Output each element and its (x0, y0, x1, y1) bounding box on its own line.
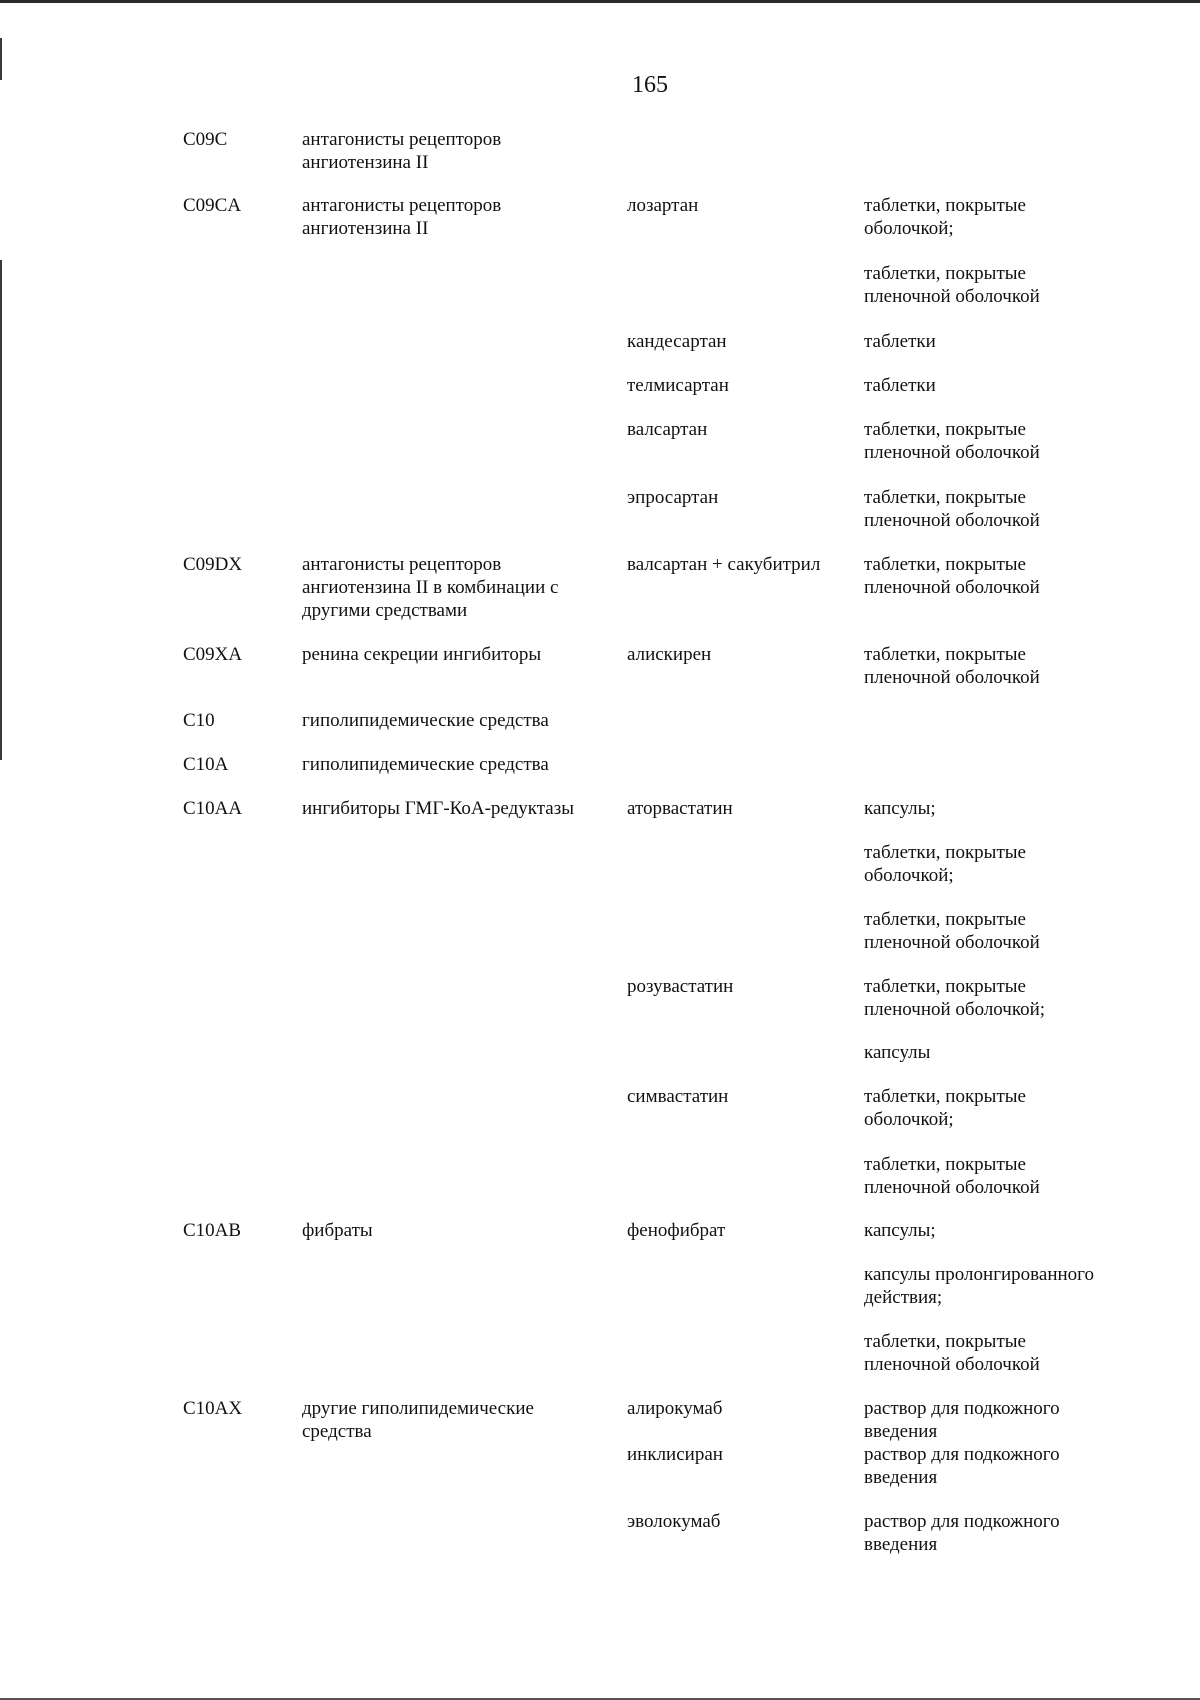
pharm-group: фибраты (302, 1220, 373, 1241)
dosage-form: таблетки, покрытые пленочной оболочкой (864, 909, 1040, 953)
atc-code: C09C (183, 129, 228, 150)
dosage-form: таблетки, покрытые пленочной оболочкой (864, 263, 1040, 307)
dosage-form: таблетки, покрытые оболочкой; (864, 1086, 1026, 1130)
dosage-form: таблетки, покрытые пленочной оболочкой (864, 1331, 1040, 1375)
dosage-form: капсулы; (864, 1220, 936, 1241)
atc-code: C10AA (183, 798, 243, 819)
drug-name: розувастатин (627, 976, 734, 997)
dosage-form: раствор для подкожного введения (864, 1444, 1060, 1488)
drug-name: фенофибрат (627, 1220, 726, 1241)
dosage-form: таблетки, покрытые пленочной оболочкой (864, 419, 1040, 463)
pharm-group: антагонисты рецепторов ангиотензина II (302, 129, 502, 173)
dosage-form: капсулы (864, 1042, 931, 1063)
atc-code: C10AX (183, 1398, 243, 1419)
pharm-group: антагонисты рецепторов ангиотензина II в комбинации с другими средствами (302, 554, 559, 621)
atc-code: C10AB (183, 1220, 242, 1241)
atc-code: C09DX (183, 554, 243, 575)
pharm-group: ингибиторы ГМГ-КоА-редуктазы (302, 798, 574, 819)
atc-code: C09CA (183, 195, 242, 216)
dosage-form: капсулы пролонгированного действия; (864, 1264, 1094, 1308)
drug-name: инклисиран (627, 1444, 723, 1465)
drug-name: эволокумаб (627, 1511, 721, 1532)
page-number: 165 (632, 72, 668, 98)
scan-edge-top (0, 0, 1200, 3)
drug-name: телмисартан (627, 375, 729, 396)
pharm-group: антагонисты рецепторов ангиотензина II (302, 195, 502, 239)
dosage-form: таблетки, покрытые пленочной оболочкой (864, 1154, 1040, 1198)
dosage-form: раствор для подкожного введения (864, 1511, 1060, 1555)
drug-name: валсартан (627, 419, 708, 440)
pharm-group: гиполипидемические средства (302, 710, 549, 731)
drug-name: аторвастатин (627, 798, 733, 819)
drug-name: алискирен (627, 644, 712, 665)
dosage-form: капсулы; (864, 798, 936, 819)
pharm-group: ренина секреции ингибиторы (302, 644, 542, 665)
dosage-form: раствор для подкожного введения (864, 1398, 1060, 1442)
atc-code: C10A (183, 754, 229, 775)
dosage-form: таблетки, покрытые пленочной оболочкой; (864, 976, 1046, 1020)
dosage-form: таблетки, покрытые оболочкой; (864, 842, 1026, 886)
dosage-form: таблетки, покрытые пленочной оболочкой (864, 487, 1040, 531)
dosage-form: таблетки (864, 331, 936, 352)
scan-edge-left (0, 260, 2, 760)
drug-name: алирокумаб (627, 1398, 723, 1419)
drug-name: эпросартан (627, 487, 719, 508)
dosage-form: таблетки (864, 375, 936, 396)
dosage-form: таблетки, покрытые оболочкой; (864, 195, 1026, 239)
dosage-form: таблетки, покрытые пленочной оболочкой (864, 644, 1040, 688)
atc-code: C09XA (183, 644, 243, 665)
dosage-form: таблетки, покрытые пленочной оболочкой (864, 554, 1040, 598)
drug-name: симвастатин (627, 1086, 729, 1107)
pharm-group: другие гиполипидемические средства (302, 1398, 534, 1442)
atc-code: C10 (183, 710, 215, 731)
pharm-group: гиполипидемические средства (302, 754, 549, 775)
drug-name: кандесартан (627, 331, 727, 352)
drug-name: валсартан + сакубитрил (627, 554, 821, 575)
drug-name: лозартан (627, 195, 699, 216)
